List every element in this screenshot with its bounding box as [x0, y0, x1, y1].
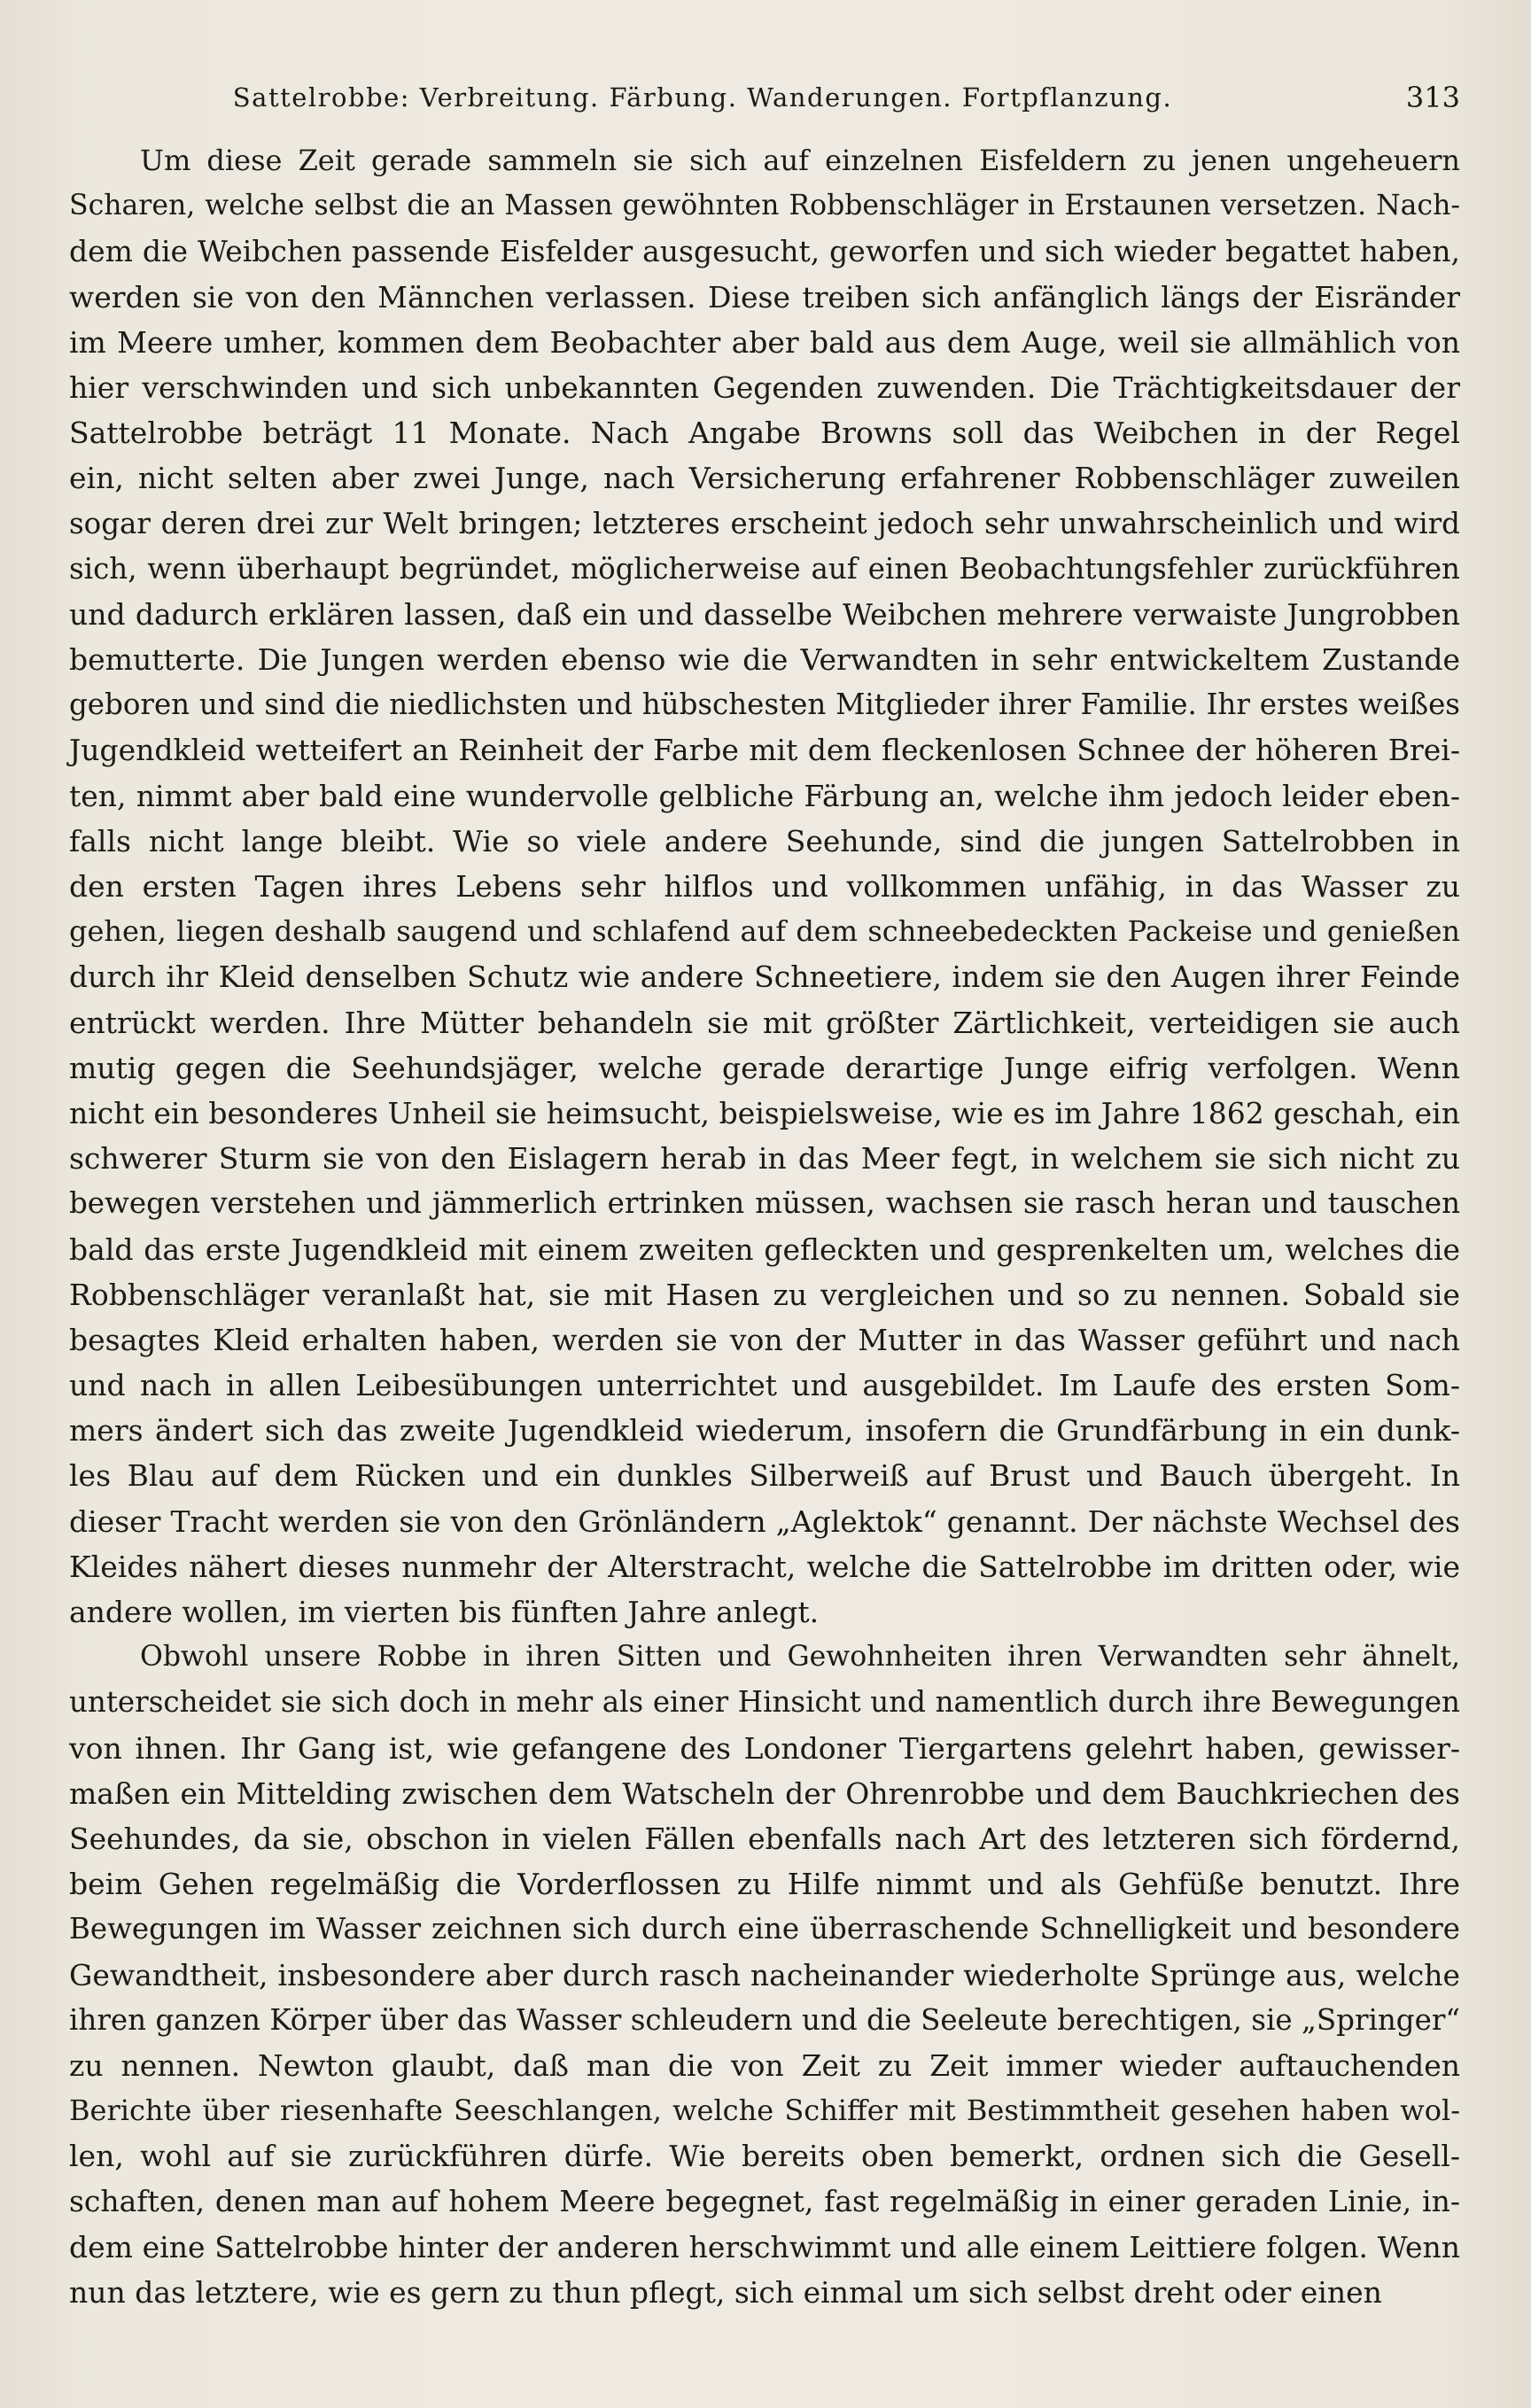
running-title: Sattelrobbe: Verbreitung. Färbung. Wanderungen. Fortpflanzung. [232, 82, 1173, 113]
text-line: bald das erste Jugendkleid mit einem zweiten gefleckten und gesprenkelten um, welches die [69, 1231, 1460, 1267]
text-line: zu nennen. Newton glaubt, daß man die von Zeit zu Zeit immer wieder auftauchenden [69, 2047, 1460, 2083]
text-line: nicht ein besonderes Unheil sie heimsucht, beispielsweise, wie es im Jahre 1862 geschah, ein [69, 1095, 1460, 1130]
text-line: den ersten Tagen ihres Lebens sehr hilflos und vollkommen unfähig, in das Wasser zu [69, 869, 1460, 904]
text-line: les Blau auf dem Rücken und ein dunkles Silberweiß auf Brust und Bauch übergeht. In [69, 1458, 1460, 1494]
text-line: Seehundes, da sie, obschon in vielen Fällen ebenfalls nach Art des letzteren sich fördernd, [69, 1821, 1460, 1856]
text-line: Robbenschläger veranlaßt hat, sie mit Hasen zu vergleichen und so zu nennen. Sobald sie [69, 1277, 1460, 1312]
text-line: schwerer Sturm sie von den Eislagern herab in das Meer fegt, in welchem sie sich nicht zu [69, 1141, 1460, 1177]
text-line: im Meere umher, kommen dem Beobachter aber bald aus dem Auge, weil sie allmählich von [69, 324, 1460, 360]
text-line: Obwohl unsere Robbe in ihren Sitten und Gewohnheiten ihren Verwandten sehr ähnelt, [140, 1641, 1460, 1674]
text-line: Bewegungen im Wasser zeichnen sich durch eine überraschende Schnelligkeit und besondere [69, 1912, 1460, 1946]
text-line: Um diese Zeit gerade sammeln sie sich auf einzelnen Eisfeldern zu jenen ungeheuern [140, 144, 1460, 177]
text-line: durch ihr Kleid denselben Schutz wie andere Schneetiere, indem sie den Augen ihrer Feinde [69, 959, 1460, 995]
text-line: von ihnen. Ihr Gang ist, wie gefangene des Londoner Tiergartens gelehrt haben, gewisser- [69, 1730, 1460, 1766]
text-line: gehen, liegen deshalb saugend und schlafend auf dem schneebedeckten Packeise und genießen [69, 914, 1460, 949]
text-line: schaften, denen man auf hohem Meere begegnet, fast regelmäßig in einer geraden Linie, in- [69, 2184, 1460, 2219]
text-line: Berichte über riesenhafte Seeschlangen, welche Schiffer mit Bestimmtheit gesehen haben wol- [69, 2093, 1460, 2128]
text-line: mers ändert sich das zweite Jugendkleid wiederum, insofern die Grundfärbung in ein dunk- [69, 1413, 1460, 1449]
text-line: maßen ein Mittelding zwischen dem Watscheln der Ohrenrobbe und dem Bauchkriechen des [69, 1775, 1460, 1811]
text-line: hier verschwinden und sich unbekannten Gegenden zuwenden. Die Trächtigkeitsdauer der [69, 369, 1460, 405]
text-line: Scharen, welche selbst die an Massen gewöhnten Robbenschläger in Erstaunen versetzen. Nach- [69, 190, 1460, 222]
running-head [69, 74, 1460, 120]
text-line: ten, nimmt aber bald eine wundervolle gelbliche Färbung an, welche ihm jedoch leider eben- [69, 778, 1460, 813]
paragraph-1 [69, 138, 1460, 1635]
text-line: sich, wenn überhaupt begründet, möglicherweise auf einen Beobachtungsfehler zurückführen [69, 551, 1460, 586]
text-line: beim Gehen regelmäßig die Vorderflossen zu Hilfe nimmt und als Gehfüße benutzt. Ihre [69, 1867, 1460, 1902]
page-number: 313 [1405, 81, 1460, 114]
text-line: dem die Weibchen passende Eisfelder ausgesucht, geworfen und sich wieder begattet haben, [69, 234, 1460, 269]
text-line: mutig gegen die Seehundsjäger, welche gerade derartige Junge eifrig verfolgen. Wenn [69, 1050, 1460, 1085]
text-line: ein, nicht selten aber zwei Junge, nach Versicherung erfahrener Robbenschläger zuweilen [69, 461, 1460, 496]
text-line: unterscheidet sie sich doch in mehr als einer Hinsicht und namentlich durch ihre Bewegungen [69, 1685, 1460, 1720]
text-line: Sattelrobbe beträgt 11 Monate. Nach Angabe Browns soll das Weibchen in der Regel [69, 416, 1460, 451]
text-line: ihren ganzen Körper über das Wasser schleudern und die Seeleute berechtigen, sie „Springer“ [69, 2002, 1460, 2037]
text-line: sogar deren drei zur Welt bringen; letzteres erscheint jedoch sehr unwahrscheinlich und wird [69, 506, 1460, 540]
text-line: len, wohl auf sie zurückführen dürfe. Wie bereits oben bemerkt, ordnen sich die Gesell- [69, 2139, 1460, 2174]
text-line: entrückt werden. Ihre Mütter behandeln sie mit größter Zärtlichkeit, verteidigen sie auch [69, 1005, 1460, 1040]
text-line: besagtes Kleid erhalten haben, werden sie von der Mutter in das Wasser geführt und nach [69, 1322, 1460, 1357]
body-text [69, 138, 1460, 2315]
text-line: und dadurch erklären lassen, daß ein und dasselbe Weibchen mehrere verwaiste Jungrobben [69, 596, 1460, 632]
text-line: bemutterte. Die Jungen werden ebenso wie die Verwandten in sehr entwickeltem Zustande [69, 642, 1460, 678]
text-line: dem eine Sattelrobbe hinter der anderen herschwimmt und alle einem Leittiere folgen. Wenn [69, 2229, 1460, 2264]
text-line: andere wollen, im vierten bis fünften Jahre anlegt. [69, 1595, 820, 1629]
text-line: nun das letztere, wie es gern zu thun pflegt, sich einmal um sich selbst dreht oder einen [69, 2274, 1382, 2310]
text-line: dieser Tracht werden sie von den Grönländern „Aglektok“ genannt. Der nächste Wechsel des [69, 1503, 1460, 1539]
text-line: werden sie von den Männchen verlassen. Diese treiben sich anfänglich längs der Eisränder [69, 279, 1460, 315]
text-line: falls nicht lange bleibt. Wie so viele andere Seehunde, sind die jungen Sattelrobben in [69, 823, 1460, 858]
text-line: geboren und sind die niedlichsten und hübschesten Mitglieder ihrer Familie. Ihr erstes weißes [69, 687, 1460, 722]
text-line: bewegen verstehen und jämmerlich ertrinken müssen, wachsen sie rasch heran und tauschen [69, 1186, 1460, 1221]
paragraph-2 [69, 1635, 1460, 2315]
text-line: Jugendkleid wetteifert an Reinheit der Farbe mit dem fleckenlosen Schnee der höheren Brei- [69, 733, 1460, 768]
text-line: Kleides nähert dieses nunmehr der Alterstracht, welche die Sattelrobbe im dritten oder, wie [69, 1549, 1460, 1584]
text-line: Gewandtheit, insbesondere aber durch rasch nacheinander wiederholte Sprünge aus, welche [69, 1957, 1460, 1992]
text-line: und nach in allen Leibesübungen unterrichtet und ausgebildet. Im Laufe des ersten Som- [69, 1368, 1460, 1403]
